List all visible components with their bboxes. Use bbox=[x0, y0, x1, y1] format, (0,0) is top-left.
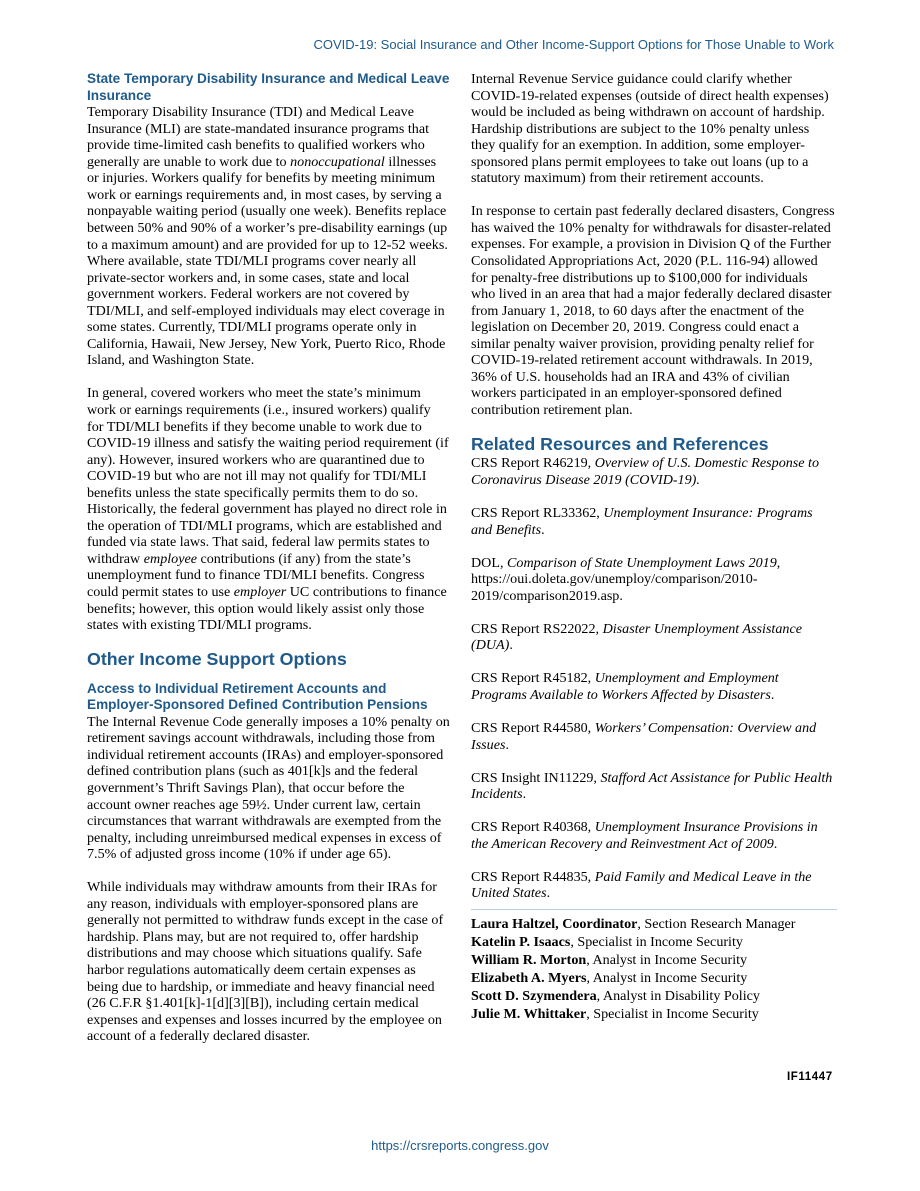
author-list bbox=[471, 909, 837, 1024]
resources-heading: Related Resources and References bbox=[471, 434, 769, 455]
author-line: Scott D. Szymendera, Analyst in Disability Policy bbox=[471, 988, 760, 1005]
running-header: COVID-19: Social Insurance and Other Income-Support Options for Those Unable to Work bbox=[313, 37, 834, 52]
author-line: Laura Haltzel, Coordinator, Section Research Manager bbox=[471, 915, 796, 932]
author-line: William R. Morton, Analyst in Income Security bbox=[471, 952, 748, 969]
resource-item: CRS Insight IN11229, Stafford Act Assistance for Public Health Incidents. bbox=[471, 769, 833, 803]
retirement-paragraph-3: Internal Revenue Service guidance could clarify whether COVID-19-related expenses (outside of direct health expenses) would be included as being withdrawn on account of hardship. Hardship distributions are subject to the 10% penalty unless they qualify for an exemption. In addition, some employer-sponsored plans permit employees to take out loans (up to a statutory maximum) from their retirement accounts. bbox=[471, 71, 829, 187]
resources-list bbox=[471, 455, 835, 901]
author-line: Elizabeth A. Myers, Analyst in Income Security bbox=[471, 970, 748, 987]
tdi-paragraph-1: Temporary Disability Insurance (TDI) and Medical Leave Insurance (MLI) are state-mandated insurance programs that provide time-limited cash benefits to qualified workers who generally are unable to work due to nonoccupational illnesses or injuries. Workers qualify for benefits by meeting minimum work or earnings requirements and, in most cases, by serving a nonpayable waiting period (usually one week). Benefits replace between 50% and 90% of a worker’s pre-disability earnings (up to a maximum amount) and are provided for up to 12-52 weeks. Where available, state TDI/MLI programs cover nearly all private-sector workers and, in some cases, state and local government workers. Federal workers are not covered by TDI/MLI, and self-employed individuals may elect coverage in some states. Currently, TDI/MLI programs operate only in California, Hawaii, New Jersey, New York, Puerto Rico, Rhode Island, and Washington State. bbox=[87, 104, 448, 369]
resource-item: CRS Report R46219, Overview of U.S. Domestic Response to Coronavirus Disease 2019 (COVID-19). bbox=[471, 455, 820, 488]
left-column bbox=[87, 71, 450, 1045]
author-line: Julie M. Whittaker, Specialist in Income Security bbox=[471, 1006, 759, 1023]
resource-item: CRS Report R45182, Unemployment and Employment Programs Available to Workers Affected by Disasters. bbox=[471, 670, 779, 703]
report-id: IF11447 bbox=[787, 1071, 833, 1083]
other-options-heading: Other Income Support Options bbox=[87, 648, 347, 669]
author-line: Katelin P. Isaacs, Specialist in Income Security bbox=[471, 933, 743, 950]
resource-item: CRS Report R44835, Paid Family and Medical Leave in the United States. bbox=[471, 868, 812, 902]
resource-item: CRS Report R44580, Workers’ Compensation: Overview and Issues. bbox=[471, 719, 817, 753]
tdi-paragraph-2: In general, covered workers who meet the state’s minimum work or earnings requirements (i.e., insured workers) qualify for TDI/MLI benefits if they become unable to work due to COVID-19 illness and satisfy the waiting period requirement (if any). However, insured workers who are quarantined due to COVID-19 but who are not ill may not qualify for TDI/MLI benefits unless the state specifically permits them to do so. Historically, the federal government has played no direct role in the operation of TDI/MLI programs, which are established and funded via state laws. That said, federal law permits states to withdraw employee contributions (if any) from the state’s unemployment fund to finance TDI/MLI benefits. Congress could permit states to use employer UC contributions to finance benefits; however, this option would likely assist only those states with existing TDI/MLI programs. bbox=[87, 385, 449, 634]
retirement-paragraph-1: The Internal Revenue Code generally imposes a 10% penalty on retirement savings account withdrawals, including those from individual retirement accounts (IRAs) and employer-sponsored defined contribution plans (such as 401[k]s and the federal government’s Thrift Savings Plan), that occur before the account owner reaches age 59½. Under current law, certain circumstances that warrant withdrawals are exempted from the penalty, including unreimbursed medical expenses in excess of 7.5% of adjusted gross income (10% if under age 65). bbox=[87, 713, 450, 863]
resource-item: CRS Report RL33362, Unemployment Insurance: Programs and Benefits. bbox=[471, 505, 813, 538]
resource-item: CRS Report RS22022, Disaster Unemployment Assistance (DUA). bbox=[471, 620, 802, 654]
right-column bbox=[471, 71, 835, 1023]
retirement-paragraph-2: While individuals may withdraw amounts from their IRAs for any reason, individuals with employer-sponsored plans are generally not permitted to withdraw funds except in the case of hardship. Plans may, but are not required to, offer hardship distributions and may choose which situations qualify. Safe harbor regulations automatically deem certain expenses as being due to hardship, or immediate and heavy financial need (26 C.F.R §1.401[k]-1[d][3][B]), including certain medical expenses and expenses and losses incurred by the employee on account of a federally declared disaster. bbox=[87, 879, 444, 1045]
retirement-access-heading: Access to Individual Retirement Accounts and Employer-Sponsored Defined Contribution Pensions bbox=[87, 680, 428, 713]
retirement-paragraph-4: In response to certain past federally declared disasters, Congress has waived the 10% penalty for withdrawals for disaster-related expenses. For example, a provision in Division Q of the Further Consolidated Appropriations Act, 2020 (P.L. 116-94) allowed for penalty-free distributions up to $100,000 for individuals who lived in an area that had a major federally declared disaster from January 1, 2018, to 60 days after the enactment of the legislation on December 20, 2019. Congress could enact a similar penalty waiver provision, providing penalty relief for COVID-19-related retirement account withdrawals. In 2019, 36% of U.S. households had an IRA and 43% of civilian workers participated in an employer-sponsored defined contribution retirement plan. bbox=[471, 203, 835, 418]
resource-item: DOL, Comparison of State Unemployment Laws 2019, https://oui.doleta.gov/unemploy/comparison/2010-2019/comparison2019.asp. bbox=[471, 554, 781, 604]
footer-url[interactable]: https://crsreports.congress.gov bbox=[371, 1138, 549, 1153]
tdi-heading: State Temporary Disability Insurance and Medical Leave Insurance bbox=[87, 71, 450, 103]
resource-item: CRS Report R40368, Unemployment Insurance Provisions in the American Recovery and Reinvestment Act of 2009. bbox=[471, 819, 818, 852]
